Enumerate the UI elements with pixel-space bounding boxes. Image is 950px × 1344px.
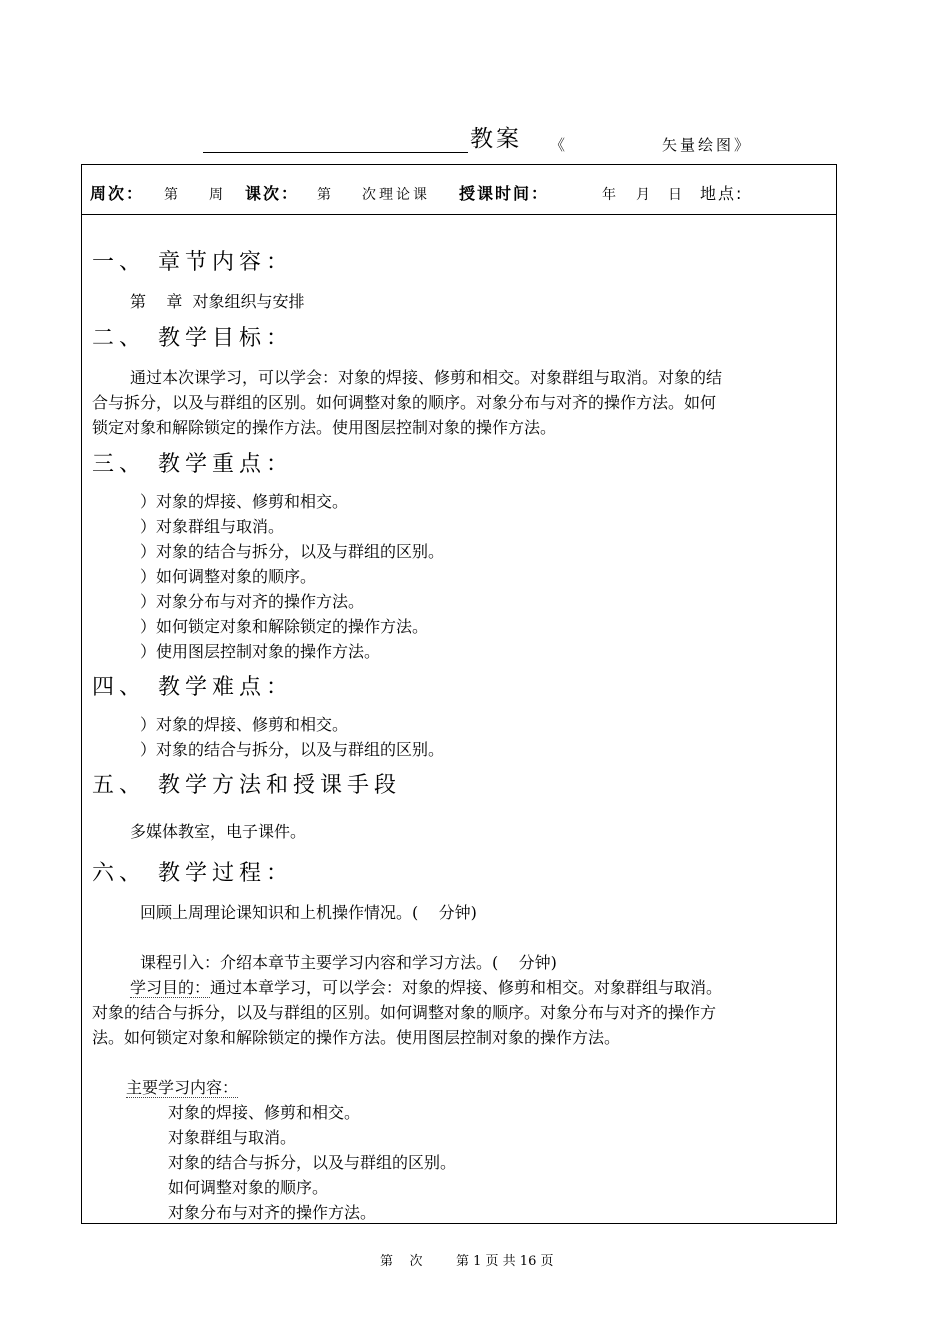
keypoint-item: ）对象分布与对齐的操作方法。 [140, 592, 365, 611]
intro-line: 课程引入：介绍本章节主要学习内容和学习方法。( 分钟) [140, 953, 557, 972]
goal-line-3: 法。如何锁定对象和解除锁定的操作方法。使用图层控制对象的操作方法。 [92, 1028, 621, 1047]
week-suffix: 周 [209, 187, 223, 203]
place-label: 地点: [700, 184, 744, 203]
document-title-row [0, 118, 950, 158]
objectives-line-3: 锁定对象和解除锁定的操作方法。使用图层控制对象的操作方法。 [92, 418, 557, 437]
main-content-label: 主要学习内容： [126, 1078, 239, 1097]
lesson-prefix: 第 [317, 187, 331, 203]
goal-text: 通过本章学习，可以学会：对象的焊接、修剪和相交。对象群组与取消。 [210, 978, 723, 997]
month-label: 月 [636, 187, 650, 203]
objectives-line-1: 通过本次课学习，可以学会：对象的焊接、修剪和相交。对象群组与取消。对象的结 [130, 368, 723, 387]
lesson-suffix: 次理论课 [362, 187, 430, 203]
section-chapter-heading: 一、 章节内容： [92, 250, 293, 275]
methods-line: 多媒体教室，电子课件。 [130, 822, 307, 841]
goal-line-2: 对象的结合与拆分，以及与群组的区别。如何调整对象的顺序。对象分布与对齐的操作方 [92, 1003, 717, 1022]
lesson-plan-frame [81, 164, 837, 1224]
year-label: 年 [602, 187, 616, 203]
keypoint-item: ）对象的结合与拆分，以及与群组的区别。 [140, 542, 445, 561]
goal-label: 学习目的： [130, 978, 211, 997]
course-name: 矢量绘图》 [662, 136, 753, 154]
section-process-heading: 六、 教学过程： [92, 861, 293, 886]
difficulty-item: ）对象的结合与拆分，以及与群组的区别。 [140, 740, 445, 759]
main-content-item: 如何调整对象的顺序。 [168, 1178, 329, 1197]
goal-line-1 [130, 975, 722, 1000]
chapter-line: 第 章 对象组织与安排 [130, 292, 305, 311]
info-row [82, 165, 836, 215]
section-objectives-heading: 二、 教学目标： [92, 326, 293, 351]
main-content-item: 对象分布与对齐的操作方法。 [168, 1203, 377, 1222]
main-content-item: 对象的焊接、修剪和相交。 [168, 1103, 361, 1122]
title-blank-underline [203, 152, 468, 153]
keypoint-item: ）对象群组与取消。 [140, 517, 285, 536]
week-label: 周次： [90, 184, 145, 203]
keypoint-item: ）对象的焊接、修剪和相交。 [140, 492, 349, 511]
keypoint-item: ）如何调整对象的顺序。 [140, 567, 317, 586]
lesson-label: 课次： [245, 184, 300, 203]
footer-lesson-number: 第 次 [380, 1254, 423, 1269]
course-bracket-open: 《 [550, 136, 566, 154]
section-methods-heading: 五、 教学方法和授课手段 [92, 773, 401, 798]
keypoint-item: ）如何锁定对象和解除锁定的操作方法。 [140, 617, 429, 636]
time-label: 授课时间： [459, 184, 550, 203]
main-content-item: 对象的结合与拆分，以及与群组的区别。 [168, 1153, 457, 1172]
section-keypoints-heading: 三、 教学重点： [92, 452, 293, 477]
objectives-line-2: 合与拆分，以及与群组的区别。如何调整对象的顺序。对象分布与对齐的操作方法。如何 [92, 393, 717, 412]
keypoint-item: ）使用图层控制对象的操作方法。 [140, 642, 381, 661]
section-difficulties-heading: 四、 教学难点： [92, 675, 293, 700]
week-prefix: 第 [164, 187, 178, 203]
difficulty-item: ）对象的焊接、修剪和相交。 [140, 715, 349, 734]
day-label: 日 [668, 187, 682, 203]
review-line: 回顾上周理论课知识和上机操作情况。( 分钟) [140, 903, 477, 922]
main-content-item: 对象群组与取消。 [168, 1128, 297, 1147]
footer-page-count: 第 1 页 共 16 页 [456, 1254, 554, 1269]
document-title: 教案 [470, 126, 522, 152]
